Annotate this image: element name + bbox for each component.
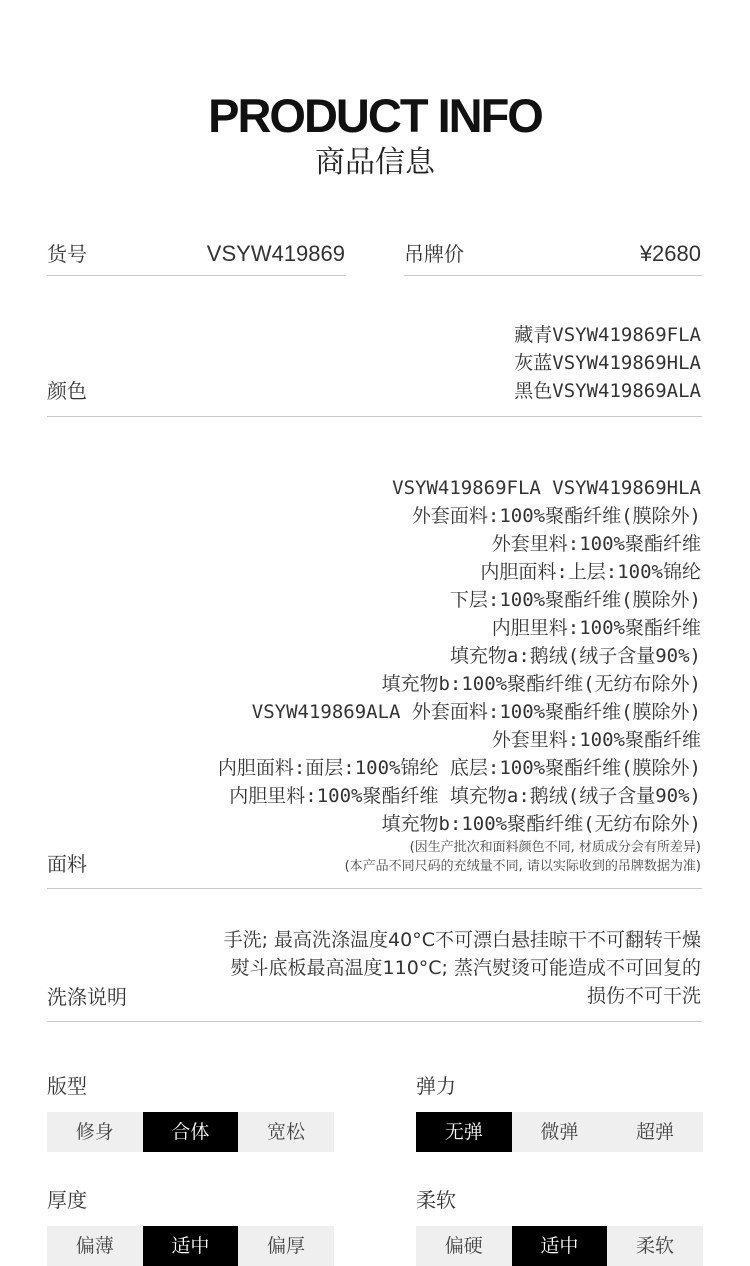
- sku-label: 货号: [47, 242, 87, 266]
- elasticity-option[interactable]: 无弹: [416, 1112, 512, 1152]
- price-label: 吊牌价: [404, 242, 464, 266]
- care-line: 损伤不可干洗: [586, 985, 701, 1007]
- fabric-line: 填充物b:100%聚酯纤维(无纺布除外): [381, 813, 701, 835]
- sku-value: VSYW419869: [206, 241, 345, 266]
- page-title-zh: 商品信息: [315, 145, 435, 180]
- fabric-divider: [47, 888, 702, 889]
- softness-selector: [416, 1226, 703, 1266]
- care-line: 手洗; 最高洗涤温度40°C不可漂白悬挂晾干不可翻转干燥: [223, 929, 701, 951]
- fabric-note: (本产品不同尺码的充绒量不同, 请以实际收到的吊牌数据为准): [344, 859, 701, 874]
- thickness-option[interactable]: 偏薄: [47, 1226, 143, 1266]
- color-list: [514, 321, 701, 405]
- fabric-line: 外套里料:100%聚酯纤维: [491, 729, 701, 751]
- color-item: 黑色VSYW419869ALA: [514, 380, 701, 402]
- fit-label: 版型: [47, 1074, 87, 1098]
- fabric-line: 外套面料:100%聚酯纤维(膜除外): [411, 505, 701, 527]
- softness-option[interactable]: 柔软: [607, 1226, 703, 1266]
- softness-label: 柔软: [416, 1188, 456, 1212]
- fabric-line: VSYW419869ALA 外套面料:100%聚酯纤维(膜除外): [251, 701, 701, 723]
- price-divider: [404, 275, 702, 276]
- fabric-line: 下层:100%聚酯纤维(膜除外): [449, 589, 701, 611]
- fabric-note: (因生产批次和面料颜色不同, 材质成分会有所差异): [409, 840, 701, 855]
- softness-option[interactable]: 偏硬: [416, 1226, 512, 1266]
- fabric-line: 填充物b:100%聚酯纤维(无纺布除外): [381, 673, 701, 695]
- fabric-line: 内胆面料:上层:100%锦纶: [480, 561, 701, 583]
- care-label: 洗涤说明: [47, 985, 127, 1009]
- fabric-line: 内胆里料:100%聚酯纤维: [491, 617, 701, 639]
- fabric-line: 填充物a:鹅绒(绒子含量90%): [449, 645, 701, 667]
- fabric-line: VSYW419869FLA VSYW419869HLA: [392, 477, 701, 499]
- fabric-line: 内胆面料:面层:100%锦纶 底层:100%聚酯纤维(膜除外): [217, 757, 701, 779]
- price-value: ¥2680: [639, 241, 701, 266]
- fabric-notes: [345, 838, 701, 876]
- fit-option[interactable]: 修身: [47, 1112, 143, 1152]
- fabric-label: 面料: [47, 852, 87, 876]
- elasticity-option[interactable]: 微弹: [512, 1112, 608, 1152]
- page-title-en: PRODUCT INFO: [208, 89, 542, 142]
- elasticity-selector: [416, 1112, 703, 1152]
- elasticity-label: 弹力: [416, 1074, 456, 1098]
- thickness-option[interactable]: 偏厚: [238, 1226, 334, 1266]
- sku-divider: [47, 275, 346, 276]
- care-line: 熨斗底板最高温度110°C; 蒸汽熨烫可能造成不可回复的: [230, 957, 701, 979]
- thickness-selector: [47, 1226, 334, 1266]
- thickness-option[interactable]: 适中: [143, 1226, 239, 1266]
- fabric-line: 外套里料:100%聚酯纤维: [491, 533, 701, 555]
- fit-selector: [47, 1112, 334, 1152]
- softness-option[interactable]: 适中: [512, 1226, 608, 1266]
- color-divider: [47, 416, 702, 417]
- color-item: 藏青VSYW419869FLA: [514, 324, 701, 346]
- fabric-line: 内胆里料:100%聚酯纤维 填充物a:鹅绒(绒子含量90%): [229, 785, 701, 807]
- fit-option[interactable]: 合体: [143, 1112, 239, 1152]
- care-divider: [47, 1021, 702, 1022]
- elasticity-option[interactable]: 超弹: [607, 1112, 703, 1152]
- thickness-label: 厚度: [47, 1188, 87, 1212]
- color-label: 颜色: [47, 379, 87, 403]
- care-list: [224, 926, 701, 1010]
- color-item: 灰蓝VSYW419869HLA: [514, 352, 701, 374]
- fit-option[interactable]: 宽松: [238, 1112, 334, 1152]
- fabric-list: [218, 474, 701, 838]
